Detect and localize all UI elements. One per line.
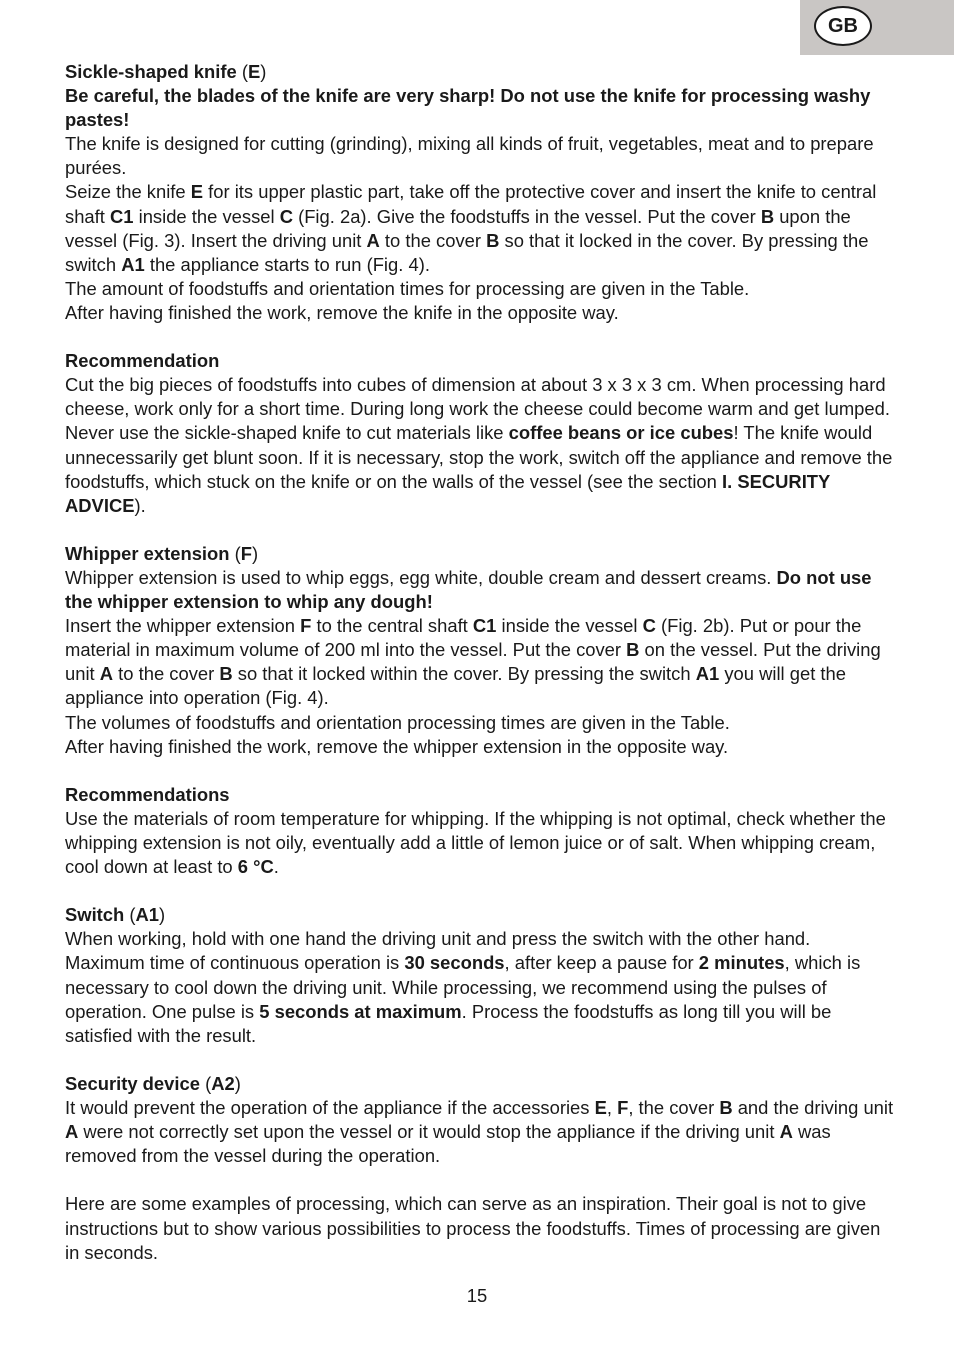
paragraph: [65, 373, 895, 518]
text-run: Use the materials of room temperature for whipping. If the whipping is not optimal, check whether the whipping extension is not oily, eventually add a little of lemon juice or of salt. When whipping cream, cool down at least to: [65, 807, 886, 878]
text-run: Insert the whipper extension: [65, 615, 301, 637]
text-run: Seize the knife: [65, 181, 191, 203]
bold-text: F: [240, 542, 252, 564]
paragraph: [65, 60, 895, 84]
paragraph: [65, 301, 895, 325]
paragraph: [65, 277, 895, 301]
text-run: to the cover: [113, 663, 220, 685]
text-run: (Fig. 2b). Put or pour the material in maximum volume of 200 ml into the vessel. Put the cover: [65, 615, 862, 661]
text-run: .: [273, 856, 279, 878]
paragraph: [65, 1192, 895, 1264]
text-run: , the cover: [628, 1097, 720, 1119]
bold-text: E: [594, 1097, 607, 1119]
text-run: to the central shaft: [311, 615, 473, 637]
text-run: inside the vessel: [133, 205, 280, 227]
text-run: so that it locked within the cover. By pressing the switch: [232, 663, 696, 685]
bold-text: A: [366, 229, 380, 251]
bold-text: C: [642, 615, 656, 637]
paragraph: [65, 349, 895, 373]
text-run: ): [234, 1072, 241, 1094]
bold-text: B: [760, 205, 775, 227]
paragraph-spacer: [65, 759, 895, 783]
bold-text: 5 seconds at maximum: [259, 1000, 462, 1022]
paragraph: [65, 566, 895, 614]
paragraph: [65, 711, 895, 735]
bold-text: F: [617, 1097, 629, 1119]
paragraph: [65, 1072, 895, 1096]
text-run: After having finished the work, remove the whipper extension in the opposite way.: [65, 735, 729, 757]
text-run: ,: [606, 1097, 618, 1119]
bold-text: E: [190, 181, 204, 203]
text-run: . Process the foodstuffs as long till you will be satisfied with the result.: [65, 1000, 832, 1046]
paragraph: [65, 614, 895, 710]
bold-text: A: [65, 1121, 79, 1143]
text-run: ): [260, 61, 267, 82]
language-badge: GB: [814, 6, 872, 46]
text-run: ): [251, 542, 259, 564]
text-run: were not correctly set upon the vessel or it would stop the appliance if the driving unit: [78, 1121, 780, 1143]
text-run: Here are some examples of processing, which can serve as an inspiration. Their goal is not to give instructions but to show various possibilities to process the foodstuffs. Times of processing are given in seconds.: [65, 1193, 881, 1263]
text-run: and the driving unit: [732, 1097, 894, 1119]
text-run: ): [159, 904, 166, 926]
bold-text: Whipper extension: [65, 542, 230, 564]
text-run: Cut the big pieces of foodstuffs into cubes of dimension at about 3 x 3 x 3 cm. When processing hard cheese, work only for a short time. During long work the cheese could become warm and get lumped. Never use the sickle-shaped knife to cut materials like: [65, 374, 890, 444]
text-run: The knife is designed for cutting (grinding), mixing all kinds of fruit, vegetables, meat and to prepare purées.: [65, 133, 874, 179]
paragraph: [65, 132, 895, 180]
text-run: inside the vessel: [496, 615, 643, 637]
bold-text: C: [279, 205, 293, 227]
text-run: When working, hold with one hand the driving unit and press the switch with the other hand. Maximum time of continuous operation is: [65, 928, 811, 974]
paragraph-spacer: [65, 1168, 895, 1192]
bold-text: A1: [121, 253, 145, 275]
text-run: (Fig. 2a). Give the foodstuffs in the vessel. Put the cover: [292, 205, 761, 227]
text-run: so that it locked in the cover. By pressing the switch: [65, 229, 869, 275]
bold-text: Security device: [65, 1072, 200, 1094]
text-run: was removed from the vessel during the operation.: [65, 1121, 831, 1167]
text-run: After having finished the work, remove the knife in the opposite way.: [65, 301, 619, 323]
paragraph: [65, 542, 895, 566]
text-run: ! The knife would unnecessarily get blunt soon. If it is necessary, stop the work, switch off the appliance and remove the foodstuffs, which stuck on the knife or on the walls of the vessel (see the section: [65, 422, 893, 492]
text-run: (: [229, 542, 241, 564]
bold-text: 2 minutes: [698, 952, 785, 974]
bold-text: Be careful, the blades of the knife are very sharp! Do not use the knife for processing washy pastes!: [65, 85, 871, 131]
paragraph: [65, 180, 895, 276]
text-run: , which is necessary to cool down the driving unit. While processing, we recommend using the pulses of operation. One pulse is: [65, 952, 861, 1022]
text-run: to the cover: [379, 229, 487, 251]
bold-text: A: [779, 1121, 793, 1143]
paragraph: [65, 1096, 895, 1168]
page-number: 15: [466, 1285, 488, 1306]
bold-text: A: [99, 663, 114, 685]
bold-text: E: [247, 61, 261, 82]
text-run: upon the vessel (Fig. 3). Insert the driving unit: [65, 205, 851, 251]
paragraph: [65, 783, 895, 807]
bold-text: Sickle-shaped knife: [65, 61, 237, 82]
bold-text: A1: [695, 663, 720, 685]
paragraph: [65, 84, 895, 132]
bold-text: 6 °C: [237, 856, 274, 878]
text-run: The volumes of foodstuffs and orientation processing times are given in the Table.: [65, 711, 730, 733]
text-run: , after keep a pause for: [504, 952, 699, 974]
bold-text: C1: [109, 205, 134, 227]
text-run: It would prevent the operation of the appliance if the accessories: [65, 1097, 595, 1119]
bold-text: Recommendation: [65, 350, 220, 372]
language-tab: [800, 0, 954, 55]
paragraph: [65, 927, 895, 1047]
bold-text: B: [219, 663, 233, 685]
paragraph: [65, 735, 895, 759]
text-run: The amount of foodstuffs and orientation times for processing are given in the Table.: [65, 277, 750, 299]
bold-text: B: [719, 1097, 733, 1119]
bold-text: 30 seconds: [404, 952, 505, 974]
text-run: you will get the appliance into operation (Fig. 4).: [65, 663, 846, 709]
bold-text: F: [300, 615, 312, 637]
text-run: (: [124, 904, 136, 926]
bold-text: A2: [211, 1072, 235, 1094]
bold-text: coffee beans or ice cubes: [508, 422, 734, 444]
bold-text: Switch: [65, 904, 125, 926]
paragraph-spacer: [65, 879, 895, 903]
text-run: ).: [134, 494, 146, 516]
bold-text: B: [626, 639, 640, 661]
paragraph-spacer: [65, 325, 895, 349]
paragraph-spacer: [65, 518, 895, 542]
text-run: (: [199, 1072, 212, 1094]
bold-text: A1: [135, 904, 160, 926]
bold-text: B: [486, 229, 500, 251]
paragraph: [65, 903, 895, 927]
text-run: on the vessel. Put the driving unit: [65, 639, 881, 685]
paragraph-spacer: [65, 1048, 895, 1072]
text-run: (: [236, 61, 248, 82]
bold-text: Do not use the whipper extension to whip any dough!: [65, 566, 872, 613]
text-run: the appliance starts to run (Fig. 4).: [144, 253, 430, 275]
manual-text-body: [65, 60, 895, 1265]
bold-text: Recommendations: [65, 783, 230, 805]
bold-text: C1: [472, 615, 497, 637]
bold-text: I. SECURITY ADVICE: [65, 470, 830, 516]
paragraph: [65, 807, 895, 879]
text-run: for its upper plastic part, take off the protective cover and insert the knife to central shaft: [65, 181, 877, 227]
text-run: Whipper extension is used to whip eggs, egg white, double cream and dessert creams.: [65, 566, 777, 588]
